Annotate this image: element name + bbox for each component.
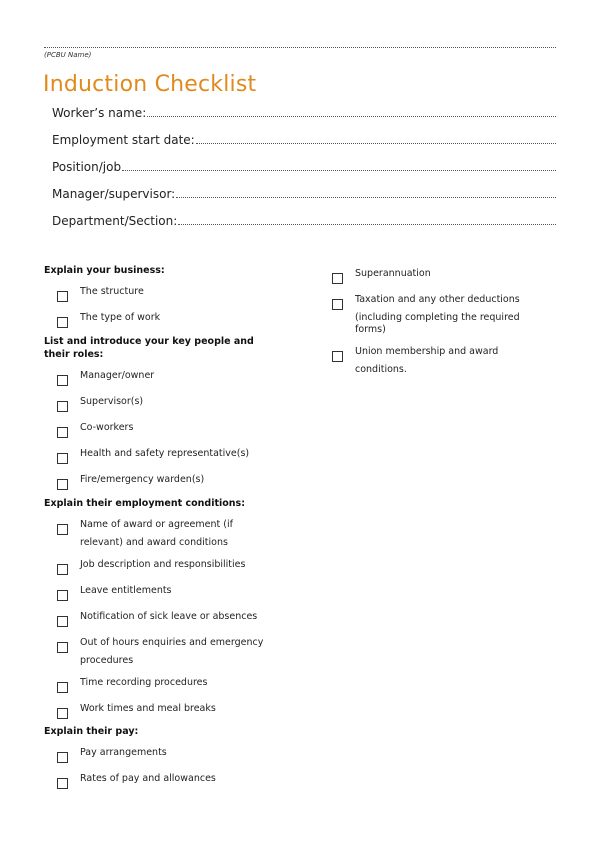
item-taxation-cont2: forms) [355,324,386,335]
item-time-recording: Time recording procedures [80,677,208,688]
checkbox-rates-of-pay[interactable] [57,778,68,789]
checkbox-job-description[interactable] [57,564,68,575]
field-line[interactable] [196,143,556,144]
checkbox-type-of-work[interactable] [57,317,68,328]
field-label: Department/Section: [52,214,178,228]
item-co-workers: Co-workers [80,422,134,433]
workers-name-field[interactable] [52,106,556,120]
people-heading: List and introduce your key people and [44,336,254,347]
pay-heading: Explain their pay: [44,726,139,737]
item-rates-of-pay: Rates of pay and allowances [80,773,216,784]
item-award-agreement-cont: relevant) and award conditions [80,537,228,548]
position-job-field[interactable] [52,160,556,174]
checkbox-leave-entitlements[interactable] [57,590,68,601]
employment-start-date-field[interactable] [52,133,556,147]
checkbox-co-workers[interactable] [57,427,68,438]
item-type-of-work: The type of work [80,312,161,323]
checkbox-award-agreement[interactable] [57,524,68,535]
item-union-membership-cont: conditions. [355,364,407,375]
item-work-times: Work times and meal breaks [80,703,216,714]
item-out-of-hours: Out of hours enquiries and emergency [80,637,264,648]
field-label: Worker’s name: [52,106,147,120]
item-union-membership: Union membership and award [355,346,499,357]
business-heading: Explain your business: [44,265,165,276]
field-line[interactable] [147,116,556,117]
department-section-field[interactable] [52,214,556,228]
item-supervisors: Supervisor(s) [80,396,144,407]
item-sick-leave: Notification of sick leave or absences [80,611,258,622]
field-line[interactable] [176,197,556,198]
checkbox-time-recording[interactable] [57,682,68,693]
pcbu-name-label: (PCBU Name) [44,51,92,59]
item-leave-entitlements: Leave entitlements [80,585,172,596]
pcbu-name-line[interactable] [44,47,556,48]
item-taxation: Taxation and any other deductions [355,294,520,305]
field-label: Employment start date: [52,133,195,147]
checkbox-supervisors[interactable] [57,401,68,412]
item-pay-arrangements: Pay arrangements [80,747,167,758]
item-award-agreement: Name of award or agreement (if [80,519,233,530]
page-title: Induction Checklist [43,72,257,97]
checkbox-pay-arrangements[interactable] [57,752,68,763]
checkbox-out-of-hours[interactable] [57,642,68,653]
checkbox-superannuation[interactable] [332,273,343,284]
checkbox-manager-owner[interactable] [57,375,68,386]
field-label: Position/job [52,160,122,174]
checkbox-taxation[interactable] [332,299,343,310]
checkbox-union-membership[interactable] [332,351,343,362]
people-heading-cont: their roles: [44,349,104,360]
item-hs-representative: Health and safety representative(s) [80,448,250,459]
field-label: Manager/supervisor: [52,187,176,201]
field-line[interactable] [122,170,556,171]
item-manager-owner: Manager/owner [80,370,155,381]
item-job-description: Job description and responsibilities [80,559,246,570]
checkbox-hs-representative[interactable] [57,453,68,464]
checkbox-structure[interactable] [57,291,68,302]
manager-supervisor-field[interactable] [52,187,556,201]
conditions-heading: Explain their employment conditions: [44,498,245,509]
item-superannuation: Superannuation [355,268,431,279]
item-out-of-hours-cont: procedures [80,655,134,666]
item-structure: The structure [80,286,144,297]
checkbox-work-times[interactable] [57,708,68,719]
checkbox-fire-warden[interactable] [57,479,68,490]
item-taxation-cont: (including completing the required [355,312,520,323]
item-fire-warden: Fire/emergency warden(s) [80,474,205,485]
field-line[interactable] [178,224,556,225]
checkbox-sick-leave[interactable] [57,616,68,627]
